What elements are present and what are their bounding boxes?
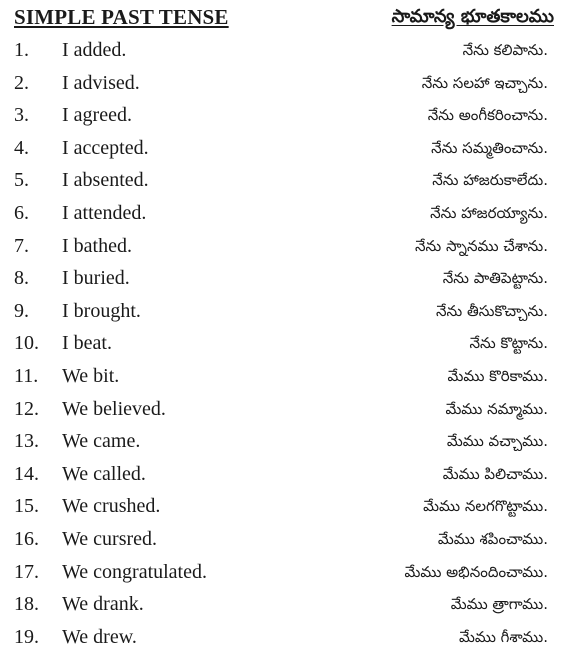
telugu-translation: నేను హాజరయ్యాను.: [430, 203, 548, 222]
list-item: [0, 523, 574, 556]
item-number: 6.: [14, 201, 29, 224]
item-number: 8.: [14, 267, 29, 290]
item-number: 4.: [14, 136, 29, 159]
list-item: [0, 360, 574, 393]
list-item: [0, 425, 574, 458]
english-sentence: I added.: [62, 39, 127, 61]
telugu-translation: నేను కలిపాను.: [462, 41, 548, 59]
item-number: 7.: [14, 234, 29, 257]
item-number: 15.: [14, 495, 39, 518]
list-item: [0, 621, 574, 653]
item-number: 17.: [14, 560, 39, 583]
english-sentence: We drank.: [62, 593, 144, 616]
telugu-translation: మేము అభినందించాము.: [404, 562, 548, 581]
english-sentence: I buried.: [62, 267, 130, 290]
telugu-translation: మేము శపించాము.: [437, 529, 548, 548]
list-item: [0, 230, 574, 263]
english-sentence: I advised.: [62, 71, 140, 94]
list-item: [0, 327, 574, 360]
list-item: [0, 132, 574, 165]
item-number: 9.: [14, 299, 29, 322]
english-sentence: We crushed.: [62, 495, 161, 518]
list-item: [0, 99, 574, 132]
title-telugu: సామాన్య భూతకాలము: [391, 6, 554, 27]
telugu-translation: నేను సమ్మతించాను.: [431, 138, 548, 157]
english-sentence: I bathed.: [62, 234, 132, 257]
telugu-translation: నేను అంగీకరించాను.: [427, 106, 548, 125]
telugu-translation: మేము పిలిచాము.: [442, 464, 548, 483]
list-item: [0, 458, 574, 491]
telugu-translation: మేము త్రాగాము.: [450, 595, 548, 614]
english-sentence: We congratulated.: [62, 560, 207, 583]
telugu-translation: నేను కొట్టాను.: [469, 334, 548, 353]
english-sentence: I beat.: [62, 332, 112, 355]
list-item: [0, 393, 574, 426]
list-item: [0, 588, 574, 621]
telugu-translation: మేము కొరికాము.: [447, 366, 548, 385]
telugu-translation: నేను పాతిపెట్టాను.: [442, 269, 548, 288]
item-number: 2.: [14, 71, 29, 94]
english-sentence: We believed.: [62, 397, 166, 420]
telugu-translation: మేము నమ్మాము.: [445, 399, 548, 418]
telugu-translation: నేను స్నానము చేశాను.: [415, 236, 548, 255]
item-number: 16.: [14, 527, 39, 550]
list-item: [0, 262, 574, 295]
item-number: 11.: [14, 364, 39, 387]
title-english: SIMPLE PAST TENSE: [14, 5, 229, 29]
item-number: 14.: [14, 462, 39, 485]
telugu-translation: మేము గీశాము.: [458, 627, 548, 646]
list-item: [0, 34, 574, 67]
list-item: [0, 67, 574, 100]
english-sentence: We bit.: [62, 364, 120, 387]
english-sentence: I brought.: [62, 299, 141, 322]
english-sentence: I accepted.: [62, 136, 149, 159]
english-sentence: We came.: [62, 430, 141, 453]
sentence-list: [0, 34, 574, 653]
list-item: [0, 295, 574, 328]
item-number: 19.: [14, 625, 39, 648]
english-sentence: I attended.: [62, 201, 147, 224]
english-sentence: I absented.: [62, 169, 149, 192]
item-number: 18.: [14, 593, 39, 616]
english-sentence: I agreed.: [62, 104, 132, 127]
list-item: [0, 556, 574, 589]
list-item: [0, 490, 574, 523]
telugu-translation: మేము వచ్చాము.: [446, 432, 548, 451]
telugu-translation: నేను సలహా ఇచ్చాను.: [421, 73, 548, 92]
english-sentence: We called.: [62, 462, 146, 485]
list-item: [0, 164, 574, 197]
list-item: [0, 197, 574, 230]
telugu-translation: మేము నలగగొట్టాము.: [423, 497, 548, 516]
english-sentence: We drew.: [62, 625, 137, 648]
telugu-translation: నేను తీసుకొచ్చాను.: [435, 301, 548, 320]
item-number: 10.: [14, 332, 39, 355]
item-number: 5.: [14, 169, 29, 192]
item-number: 1.: [14, 39, 29, 61]
telugu-translation: నేను హాజరుకాలేదు.: [432, 171, 548, 190]
english-sentence: We cursred.: [62, 527, 158, 550]
header: [14, 4, 554, 32]
item-number: 12.: [14, 397, 39, 420]
item-number: 3.: [14, 104, 29, 127]
item-number: 13.: [14, 430, 39, 453]
